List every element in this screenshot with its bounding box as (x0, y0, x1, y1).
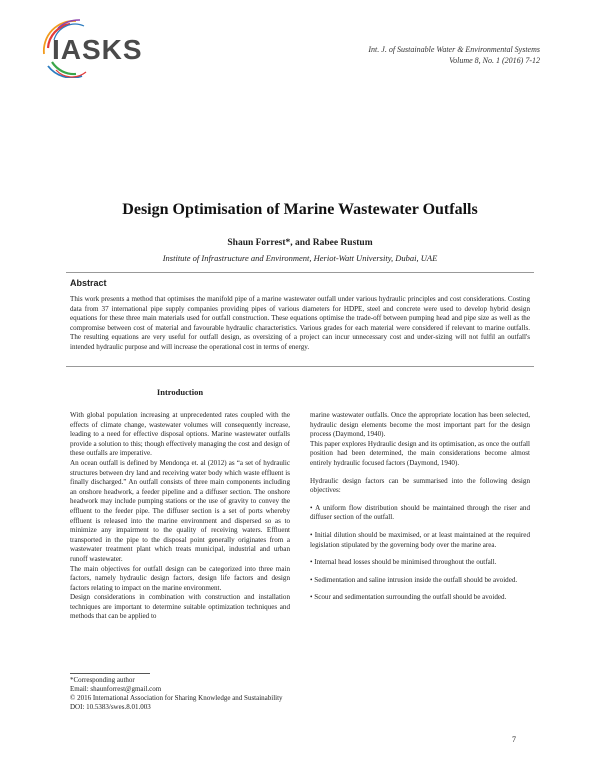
corresponding-author-note: *Corresponding author (70, 676, 135, 684)
bullet-item: • A uniform flow distribution should be maintained through the riser and diffuser section of the outfall. (310, 503, 530, 522)
bullet-item: • Sedimentation and saline intrusion inside the outfall should be avoided. (310, 575, 518, 584)
paragraph: Design considerations in combination with construction and installation techniques are important to determine suitable optimization techniques and methods that can be applied to (70, 593, 290, 621)
abstract-text: This work presents a method that optimises the manifold pipe of a marine wastewater outfall under various hydraulic principles and cost considerations. Costing data from 37 international pipe supply companies providing pipes of various diameters for HDPE, steel and concrete were used to develop hybrid design equations for these three main materials used for outfall construction. These equations optimise the trade-off between pumping head and pipe size as well as the compromise between cost of material and favourable hydraulic characteristics. Various grades for each material were considered if relevant to marine outfalls. The resulting equations are very useful for outfall design, as oversizing of a project can incur unnecessary cost and under-sizing will not fulfil an outfall's intended hydraulic purpose and will increase the operational cost in terms of energy. (70, 295, 530, 351)
copyright-note: © 2016 International Association for Sharing Knowledge and Sustainability (70, 694, 283, 702)
introduction-heading: Introduction (156, 387, 204, 397)
paragraph: An ocean outfall is defined by Mendonça et. al (2012) as “a set of hydraulic structures between dry land and receiving water body which waste effluent is finally discharged.” An outfall consists of three main components including an onshore headwork, a feeder pipeline and a diffuser section. The onshore headwork may include pumping stations or the use of gravity to convey the effluent to the feeder pipe. The diffuser section is a set of ports whereby effluent is released into the marine environment and dispersed so as to minimize any impairment to the quality of receiving waters. Effluent transported in the pipe to the disposal point generally originates from a wastewater treatment plant which treats municipal, industrial and urban runoff wastewater. (70, 458, 290, 563)
bullet-item: • Scour and sedimentation surrounding the outfall should be avoided. (310, 593, 507, 602)
paragraph: This paper explores Hydraulic design and its optimisation, as once the outfall position had been determined, the main considerations become almost entirely hydraulic focused factors (Daymond, 1940). (310, 439, 530, 467)
iasks-logo (40, 18, 150, 78)
paragraph: With global population increasing at unprecedented rates coupled with the effects of climate change, wastewater volumes will consequently increase, leading to a need for effective disposal options. Marine wastewater outfalls provide a solution to this; though effectively managing the cost and design of these outfalls are imperative. (70, 411, 290, 458)
bullet-item: • Internal head losses should be minimised throughout the outfall. (310, 558, 497, 567)
right-column (310, 411, 530, 603)
logo-text: IASKS (52, 34, 143, 65)
paragraph: The main objectives for outfall design can be categorized into three main factors, namely hydraulic design factors, design life factors and design factors relating to impact on the marine environment. (70, 564, 290, 592)
paragraph: marine wastewater outfalls. Once the appropriate location has been selected, hydraulic design elements become the most important part for the design process (Daymond, 1940). (310, 411, 530, 439)
footnotes (70, 676, 283, 712)
bullet-item: • Initial dilution should be maximised, or at least maintained at the required legislation stipulated by the governing body over the marine area. (310, 530, 530, 549)
paper-title: Design Optimisation of Marine Wastewater Outfalls (122, 201, 478, 218)
journal-volume: Volume 8, No. 1 (2016) 7-12 (449, 56, 540, 65)
paragraph: Hydraulic design factors can be summarised into the following design objectives: (310, 476, 530, 495)
journal-info (368, 44, 540, 66)
journal-name: Int. J. of Sustainable Water & Environmental Systems (368, 45, 540, 54)
paper-authors: Shaun Forrest*, and Rabee Rustum (227, 238, 373, 248)
left-column (70, 411, 290, 622)
abstract-heading: Abstract (70, 278, 107, 288)
author-email: Email: shaunforrest@gmail.com (70, 685, 162, 693)
page-number: 7 (512, 735, 516, 744)
abstract-top-rule (66, 272, 534, 273)
footnote-rule (70, 673, 150, 674)
paper-affiliation: Institute of Infrastructure and Environment, Heriot-Watt University, Dubai, UAE (162, 253, 438, 263)
abstract-bottom-rule (66, 366, 534, 367)
doi-note: DOI: 10.5383/swes.8.01.003 (70, 703, 151, 711)
